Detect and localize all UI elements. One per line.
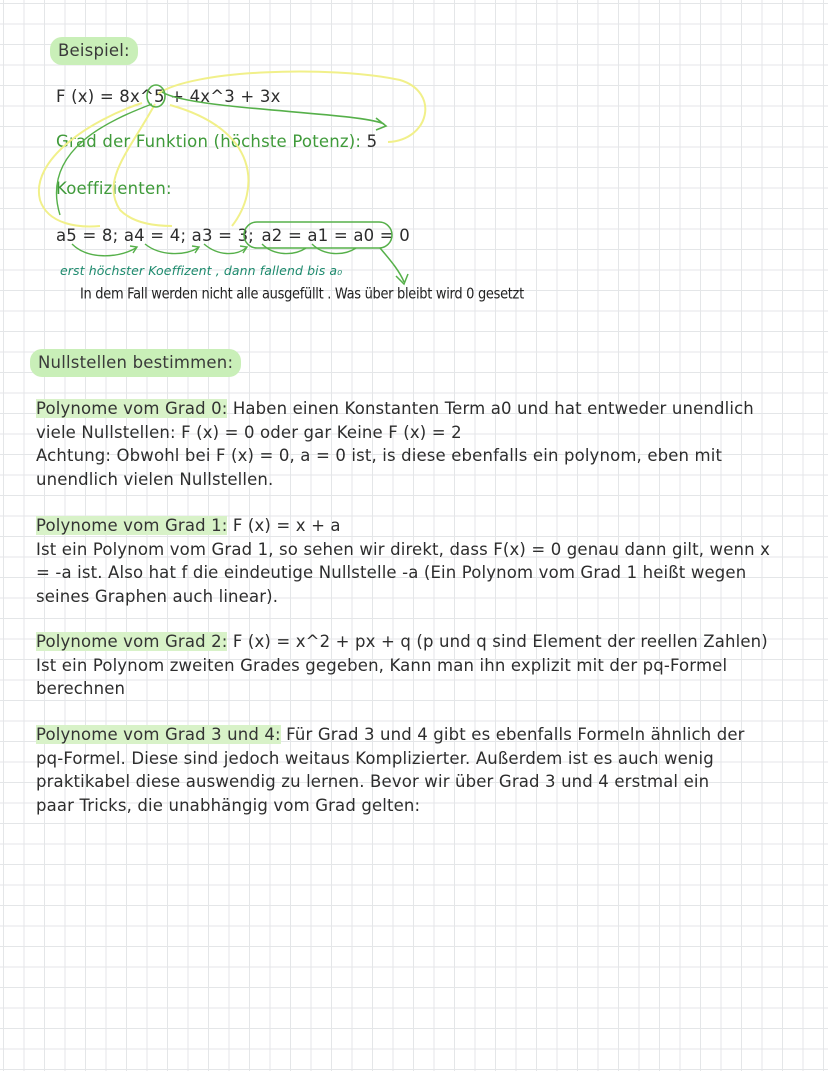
grade-1-line-4: seines Graphen auch linear). — [36, 586, 279, 606]
grade-0-label: Polynome vom Grad 0: — [36, 399, 228, 418]
zeros-heading: Nullstellen bestimmen: — [30, 349, 241, 377]
green-arrow-rest — [380, 248, 404, 282]
degree-line — [56, 130, 377, 154]
grade-3-4-line-1 — [36, 723, 806, 747]
example-heading: Beispiel: — [50, 37, 138, 65]
function-exponent: 5 — [153, 87, 165, 106]
yellow-loop-arrow-3 — [113, 104, 172, 226]
grade-1-line-2: Ist ein Polynom vom Grad 1, so sehen wir direkt, dass F(x) = 0 genau dann gilt, wenn x — [36, 539, 771, 559]
grade-0-line-2: viele Nullstellen: F (x) = 0 oder gar Keine F (x) = 2 — [36, 422, 462, 442]
yellow-loop-arrow-2 — [39, 103, 142, 227]
grade-2-line-1 — [36, 630, 806, 654]
coefficients-line — [56, 224, 410, 248]
function-left: F (x) = 8x^ — [56, 87, 154, 106]
coeff-a3: a3 = 3; — [186, 226, 255, 245]
grade-3-4-text-1: Für Grad 3 und 4 gibt es ebenfalls Formeln ähnlich der — [280, 725, 745, 744]
coefficients-label: Koeffizienten: — [56, 179, 172, 198]
grade-2-label: Polynome vom Grad 2: — [36, 632, 228, 651]
grade-1-text-1: F (x) = x + a — [227, 516, 341, 535]
grade-1-label: Polynome vom Grad 1: — [36, 516, 228, 535]
degree-label: Grad der Funktion (höchste Potenz): — [56, 132, 362, 151]
grade-1-section — [36, 514, 806, 608]
coeff-a5: a5 = 8; — [56, 226, 119, 245]
yellow-loop-arrow-4 — [170, 105, 248, 226]
grade-3-4-line-4: paar Tricks, die unabhängig vom Grad gelten: — [36, 795, 421, 815]
grade-0-line-1 — [36, 397, 806, 421]
degree-value: 5 — [361, 132, 378, 151]
grade-0-line-3: Achtung: Obwohl bei F (x) = 0, a = 0 ist, is diese ebenfalls ein polynom, eben mit — [36, 446, 723, 465]
grade-1-line-1 — [36, 514, 806, 538]
grade-3-4-label: Polynome vom Grad 3 und 4: — [36, 725, 281, 744]
grade-0-line-4: unendlich vielen Nullstellen. — [36, 469, 274, 489]
coeff-rest: a2 = a1 = a0 = 0 — [261, 226, 410, 245]
example-function — [56, 85, 281, 109]
grade-2-line-3: berechnen — [36, 679, 126, 698]
grade-2-section — [36, 630, 806, 701]
grade-3-4-line-2: pq-Formel. Diese sind jedoch weitaus Komplizierter. Außerdem ist es auch wenig — [36, 748, 714, 768]
grade-2-text-1: F (x) = x^2 + px + q (p und q sind Element der reellen Zahlen) — [227, 632, 768, 651]
grade-0-text-1: Haben einen Konstanten Term a0 und hat entweder unendlich — [227, 399, 754, 418]
note-handwritten: In dem Fall werden nicht alle ausgefüllt . Was über bleibt wird 0 gesetzt — [80, 286, 524, 304]
grade-0-section — [36, 397, 806, 491]
grade-3-4-line-3: praktikabel diese auswendig zu lernen. Bevor wir über Grad 3 und 4 erstmal ein — [36, 772, 710, 791]
function-right: + 4x^3 + 3x — [164, 87, 281, 106]
grade-3-4-section — [36, 723, 806, 817]
coeff-a4: a4 = 4; — [118, 226, 187, 245]
grade-1-line-3: = -a ist. Also hat f die eindeutige Nullstelle -a (Ein Polynom vom Grad 1 heißt wegen — [36, 563, 747, 582]
note-teal: erst höchster Koeffizent , dann fallend bis a₀ — [60, 263, 343, 278]
grade-2-line-2: Ist ein Polynom zweiten Grades gegeben, Kann man ihn explizit mit der pq-Formel — [36, 655, 728, 675]
